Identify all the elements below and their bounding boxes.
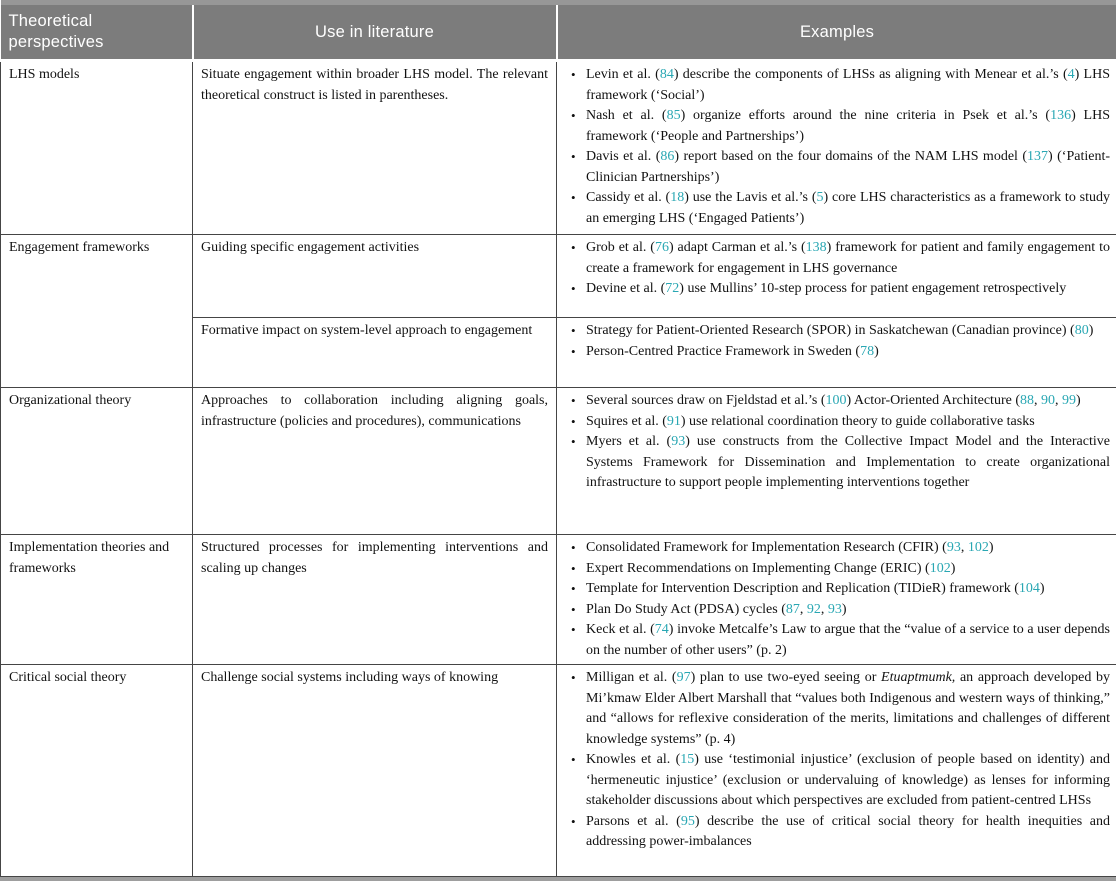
example-item: • Template for Intervention Description and Replication (TIDieR) framework (104) (557, 579, 1110, 600)
citation-number[interactable]: 100 (826, 393, 847, 408)
example-item: • Grob et al. (76) adapt Carman et al.’s (138) framework for patient and family engagement to create a framework for engagement in LHS governance (557, 238, 1110, 279)
cell-perspective-implementation-theories: Implementation theories and frameworks (1, 535, 193, 665)
example-item: • Myers et al. (93) use constructs from the Collective Impact Model and the Interactive Systems Framework for Dissemination and Implementation to create organizational infrastructure to support people implementing interventions together (557, 432, 1110, 494)
citation-number[interactable]: 78 (860, 344, 874, 359)
example-item: • Nash et al. (85) organize efforts around the nine criteria in Psek et al.’s (136) LHS framework (‘People and Partnerships’) (557, 106, 1110, 147)
citation-number[interactable]: 90 (1041, 393, 1055, 408)
cell-examples-formative-impact (557, 318, 1116, 388)
example-item: • Consolidated Framework for Implementation Research (CFIR) (93, 102) (557, 538, 1110, 559)
example-item: • Parsons et al. (95) describe the use of critical social theory for health inequities and addressing power-imbalances (557, 812, 1110, 853)
citation-number[interactable]: 138 (806, 240, 827, 255)
example-item: • Davis et al. (86) report based on the four domains of the NAM LHS model (137) (‘Patient-Clinician Partnerships’) (557, 147, 1110, 188)
example-item: • Levin et al. (84) describe the components of LHSs as aligning with Menear et al.’s (4) LHS framework (‘Social’) (557, 65, 1110, 106)
cell-use-lhs-models: Situate engagement within broader LHS model. The relevant theoretical construct is listed in parentheses. (193, 61, 557, 235)
citation-number[interactable]: 102 (968, 540, 989, 555)
example-item: • Cassidy et al. (18) use the Lavis et al.’s (5) core LHS characteristics as a framework to study an emerging LHS (‘Engaged Patients’) (557, 188, 1110, 229)
citation-number[interactable]: 88 (1020, 393, 1034, 408)
cell-perspective-organizational-theory: Organizational theory (1, 388, 193, 535)
citation-number[interactable]: 15 (680, 752, 694, 767)
table-header (1, 3, 1116, 61)
cell-examples-implementation-theories (557, 535, 1116, 665)
column-header-examples: Examples (557, 3, 1116, 61)
cell-use-formative-impact: Formative impact on system-level approach to engagement (193, 318, 557, 388)
cell-examples-lhs-models (557, 61, 1116, 235)
example-item: • Strategy for Patient-Oriented Research (SPOR) in Saskatchewan (Canadian province) (80) (557, 321, 1110, 342)
citation-number[interactable]: 93 (671, 434, 685, 449)
table-row (1, 61, 1116, 235)
citation-number[interactable]: 18 (670, 190, 684, 205)
citation-number[interactable]: 87 (786, 602, 800, 617)
cell-examples-engagement-activities (557, 235, 1116, 318)
citation-number[interactable]: 74 (655, 622, 669, 637)
citation-number[interactable]: 72 (665, 281, 679, 296)
cell-use-implementation-theories: Structured processes for implementing interventions and scaling up changes (193, 535, 557, 665)
column-header-use-in-literature: Use in literature (193, 3, 557, 61)
cell-examples-critical-social-theory (557, 665, 1116, 877)
citation-number[interactable]: 137 (1027, 149, 1048, 164)
citation-number[interactable]: 84 (660, 67, 674, 82)
citation-number[interactable]: 86 (660, 149, 674, 164)
citation-number[interactable]: 85 (667, 108, 681, 123)
example-item: • Milligan et al. (97) plan to use two-eyed seeing or Etuaptmumk, an approach developed by Mi’kmaw Elder Albert Marshall that “values both Indigenous and western ways of thinking,” and “allows for reflexive consideration of the merits, limitations and challenges of different knowledge systems” (p. 4) (557, 668, 1110, 750)
example-item: • Expert Recommendations on Implementing Change (ERIC) (102) (557, 559, 1110, 580)
citation-number[interactable]: 136 (1050, 108, 1071, 123)
table-row (1, 388, 1116, 535)
cell-use-critical-social-theory: Challenge social systems including ways of knowing (193, 665, 557, 877)
cell-use-engagement-activities: Guiding specific engagement activities (193, 235, 557, 318)
citation-number[interactable]: 93 (828, 602, 842, 617)
citation-number[interactable]: 92 (807, 602, 821, 617)
citation-number[interactable]: 76 (655, 240, 669, 255)
examples-list (557, 668, 1110, 853)
citation-number[interactable]: 4 (1068, 67, 1075, 82)
table-row (1, 235, 1116, 318)
cell-perspective-critical-social-theory: Critical social theory (1, 665, 193, 877)
citation-number[interactable]: 99 (1062, 393, 1076, 408)
citation-number[interactable]: 95 (681, 814, 695, 829)
example-item: • Squires et al. (91) use relational coordination theory to guide collaborative tasks (557, 412, 1110, 433)
example-item: • Person-Centred Practice Framework in Sweden (78) (557, 342, 1110, 363)
example-item: • Plan Do Study Act (PDSA) cycles (87, 92, 93) (557, 600, 1110, 621)
example-item: • Keck et al. (74) invoke Metcalfe’s Law to argue that the “value of a service to a user depends on the number of other users” (p. 2) (557, 620, 1110, 661)
cell-perspective-lhs-models: LHS models (1, 61, 193, 235)
citation-number[interactable]: 93 (947, 540, 961, 555)
table-row (1, 665, 1116, 877)
example-item: • Devine et al. (72) use Mullins’ 10-step process for patient engagement retrospectively (557, 279, 1110, 300)
citation-number[interactable]: 97 (677, 670, 691, 685)
example-item: • Several sources draw on Fjeldstad et al.’s (100) Actor-Oriented Architecture (88, 90, 99) (557, 391, 1110, 412)
table-row (1, 535, 1116, 665)
citation-number[interactable]: 102 (930, 561, 951, 576)
examples-list (557, 538, 1110, 661)
examples-list (557, 391, 1110, 494)
examples-list (557, 238, 1110, 300)
examples-list (557, 65, 1110, 229)
citation-number[interactable]: 5 (817, 190, 824, 205)
citation-number[interactable]: 104 (1019, 581, 1040, 596)
cell-examples-organizational-theory (557, 388, 1116, 535)
citation-number[interactable]: 91 (667, 414, 681, 429)
citation-number[interactable]: 80 (1075, 323, 1089, 338)
cell-perspective-engagement-frameworks: Engagement frameworks (1, 235, 193, 388)
example-item: • Knowles et al. (15) use ‘testimonial injustice’ (exclusion of people based on identity) and ‘hermeneutic injustice’ (exclusion or undervaluing of knowledge) as lenses for informing stakeholder discussions about which perspectives are excluded from patient-centred LHSs (557, 750, 1110, 812)
cell-use-organizational-theory: Approaches to collaboration including aligning goals, infrastructure (policies and procedures), communications (193, 388, 557, 535)
examples-list (557, 321, 1110, 362)
column-header-theoretical-perspectives: Theoretical perspectives (1, 3, 193, 61)
